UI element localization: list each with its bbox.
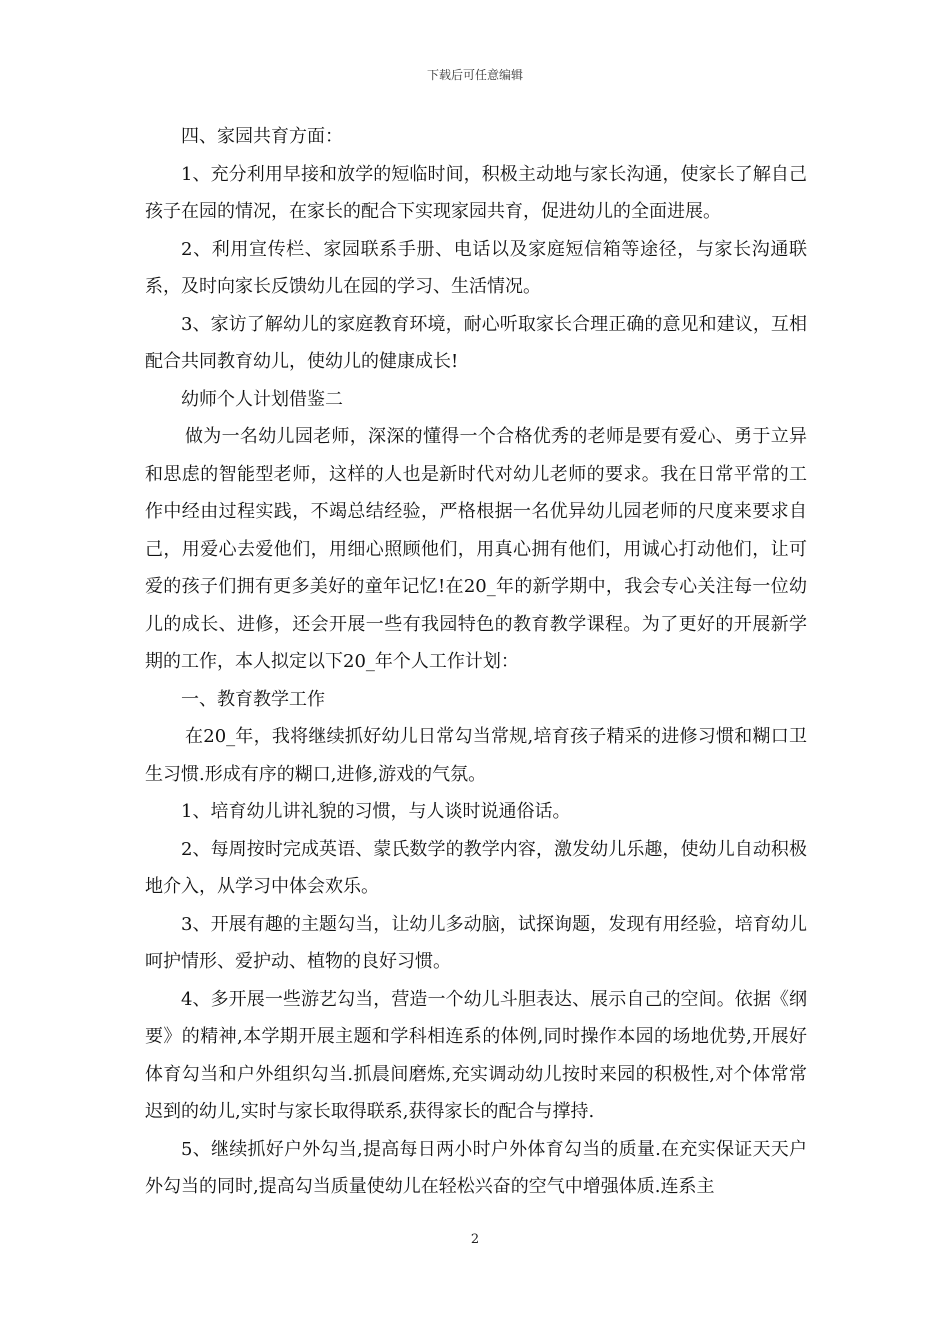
paragraph-teaching-5: 5、继续抓好户外勾当,提高每日两小时户外体育勾当的质量.在充实保证天天户外勾当的同时,提高勾当质量使幼儿在轻松兴奋的空气中增强体质.连系主 (145, 1138, 807, 1197)
paragraph-item-2: 2、利用宣传栏、家园联系手册、电话以及家庭短信箱等途径，与家长沟通联系，及时向家长反馈幼儿在园的学习、生活情况。 (145, 238, 807, 297)
paragraph-teaching-3: 3、开展有趣的主题勾当，让幼儿多动脑，试探询题，发现有用经验，培育幼儿呵护情形、爱护动、植物的良好习惯。 (145, 913, 807, 972)
section-heading-teaching: 一、教育教学工作 (181, 688, 325, 710)
paragraph-item-1: 1、充分利用早接和放学的短临时间，积极主动地与家长沟通，使家长了解自己孩子在园的情况，在家长的配合下实现家园共育，促进幼儿的全面进展。 (145, 163, 807, 222)
section-heading-home-school: 四、家园共育方面： (181, 126, 343, 147)
paragraph-item-3: 3、家访了解幼儿的家庭教育环境，耐心听取家长合理正确的意见和建议，互相配合共同教育幼儿，使幼儿的健康成长! (145, 313, 807, 372)
paragraph-intro: 做为一名幼儿园老师，深深的懂得一个合格优秀的老师是要有爱心、勇于立异和思虑的智能型老师，这样的人也是新时代对幼儿老师的要求。我在日常平常的工作中经由过程实践，不竭总结经验，严格根据一名优异幼儿园老师的尺度来要求自己，用爱心去爱他们，用细心照顾他们，用真心拥有他们，用诚心打动他们，让可爱的孩子们拥有更多美好的童年记忆!在20_年的新学期中，我会专心关注每一位幼儿的成长、进修，还会开展一些有我园特色的教育教学课程。为了更好的开展新学期的工作，本人拟定以下20_年个人工作计划： (145, 426, 807, 672)
paragraph-teaching-4: 4、多开展一些游艺勾当，营造一个幼儿斗胆表达、展示自己的空间。依据《纲要》的精神,本学期开展主题和学科相连系的体例,同时操作本园的场地优势,开展好体育勾当和户外组织勾当.抓晨间磨炼,充实调动幼儿按时来园的积极性,对个体常常迟到的幼儿,实时与家长取得联系,获得家长的配合与撑持. (145, 988, 807, 1122)
paragraph-teaching-intro: 在20_年，我将继续抓好幼儿日常勾当常规,培育孩子精采的进修习惯和糊口卫生习惯.形成有序的糊口,进修,游戏的气氛。 (145, 726, 807, 785)
page-header: 下载后可任意编辑 (426, 68, 523, 82)
paragraph-teaching-1: 1、培育幼儿讲礼貌的习惯，与人谈时说通俗话。 (181, 801, 571, 822)
paragraph-teaching-2: 2、每周按时完成英语、蒙氏数学的教学内容，激发幼儿乐趣，使幼儿自动积极地介入，从学习中体会欢乐。 (145, 838, 807, 897)
document-body (145, 118, 807, 1206)
section-title-plan-two: 幼师个人计划借鉴二 (181, 388, 343, 410)
page-number: 2 (470, 1232, 480, 1247)
